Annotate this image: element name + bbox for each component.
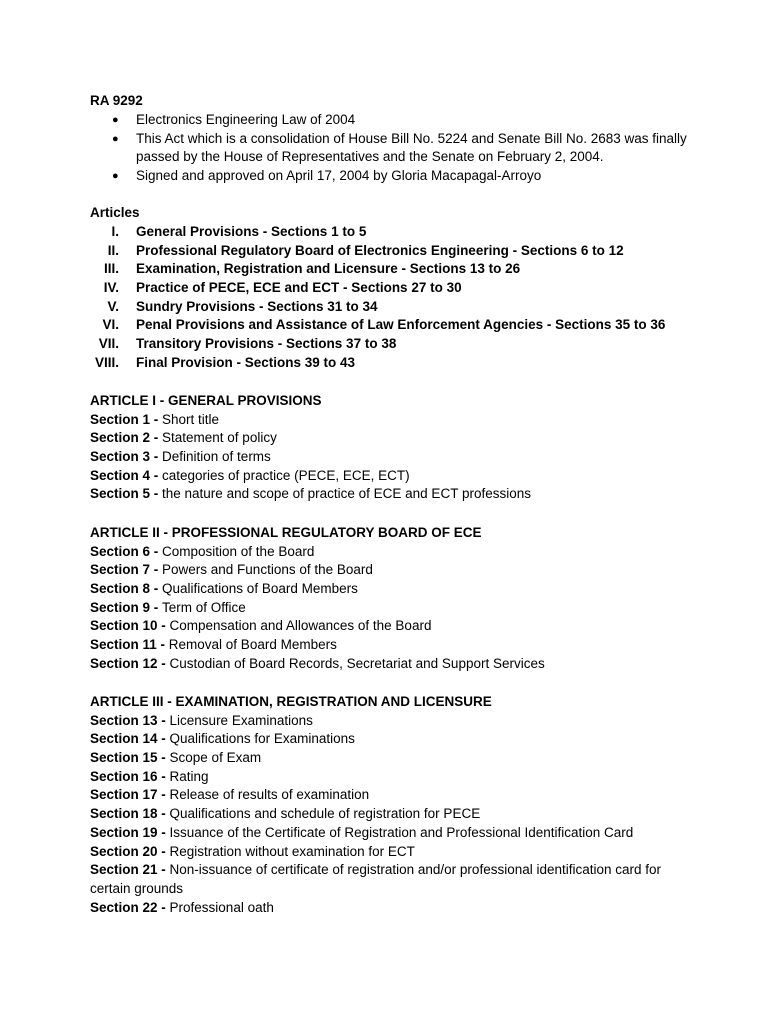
list-item xyxy=(90,655,730,674)
list-item xyxy=(90,467,730,486)
list-item xyxy=(90,824,730,843)
article-number: VI. xyxy=(102,317,119,333)
section-label: Section 6 - xyxy=(90,543,163,559)
list-item xyxy=(86,335,726,354)
section-text: Powers and Functions of the Board xyxy=(162,562,373,578)
section-text: Registration without examination for ECT xyxy=(169,843,415,859)
section-label: Section 3 - xyxy=(90,449,163,465)
list-item xyxy=(90,411,730,430)
list-item xyxy=(90,861,690,898)
section-text: Rating xyxy=(169,768,209,784)
section-label: Section 4 - xyxy=(90,467,163,483)
article-text: Sundry Provisions - Sections 31 to 34 xyxy=(136,298,378,314)
section-label: Section 19 - xyxy=(90,824,170,840)
section-text: Licensure Examinations xyxy=(169,712,313,728)
section-text: the nature and scope of practice of ECE and ECT professions xyxy=(162,486,531,502)
list-item xyxy=(86,279,726,298)
section-label: Section 16 - xyxy=(90,768,170,784)
list-item xyxy=(90,167,690,186)
list-item xyxy=(90,561,730,580)
list-item xyxy=(90,130,690,167)
section-text: Term of Office xyxy=(162,599,246,615)
list-item xyxy=(90,429,730,448)
section-label: Section 13 - xyxy=(90,712,170,728)
section-label: Section 10 - xyxy=(90,618,170,634)
article-number: III. xyxy=(103,261,119,277)
article-heading: ARTICLE II - PROFESSIONAL REGULATORY BOARD OF ECE xyxy=(90,525,482,540)
list-item xyxy=(90,899,730,918)
section-text: Release of results of examination xyxy=(169,787,370,803)
list-item xyxy=(90,805,730,824)
section-text: categories of practice (PECE, ECE, ECT) xyxy=(162,467,410,483)
article-1-section xyxy=(90,392,730,504)
article-number: II. xyxy=(107,242,119,258)
article-text: Examination, Registration and Licensure - Sections 13 to 26 xyxy=(136,261,521,277)
list-item xyxy=(86,316,726,335)
article-heading: ARTICLE I - GENERAL PROVISIONS xyxy=(90,393,322,408)
list-item xyxy=(90,786,730,805)
list-item xyxy=(90,111,690,130)
bullet-icon: ● xyxy=(112,170,119,183)
section-label: Section 2 - xyxy=(90,430,163,446)
list-item xyxy=(86,223,726,242)
list-item xyxy=(90,617,730,636)
article-text: Professional Regulatory Board of Electronics Engineering - Sections 6 to 12 xyxy=(136,242,624,258)
section-label: Section 14 - xyxy=(90,731,170,747)
article-text: General Provisions - Sections 1 to 5 xyxy=(136,224,367,239)
doc-title: RA 9292 xyxy=(90,93,143,108)
list-item xyxy=(90,730,730,749)
list-item xyxy=(90,448,730,467)
section-text: Compensation and Allowances of the Board xyxy=(169,618,432,634)
section-text: Qualifications for Examinations xyxy=(169,731,355,747)
article-number: IV. xyxy=(103,280,119,296)
list-item xyxy=(86,260,726,279)
bullet-icon: ● xyxy=(112,132,119,145)
list-item xyxy=(86,242,726,261)
list-item xyxy=(86,354,726,373)
section-label: Section 11 - xyxy=(90,637,169,653)
section-label: Section 5 - xyxy=(90,486,163,502)
articles-list xyxy=(86,223,726,373)
list-item xyxy=(90,580,730,599)
section-text: Qualifications of Board Members xyxy=(162,581,358,597)
section-label: Section 22 - xyxy=(90,899,170,915)
section-label: Section 18 - xyxy=(90,806,170,822)
section-text: Custodian of Board Records, Secretariat and Support Services xyxy=(169,655,545,671)
list-item xyxy=(90,749,730,768)
articles-heading: Articles xyxy=(90,205,140,220)
list-item xyxy=(90,485,730,504)
section-text: Statement of policy xyxy=(162,430,277,446)
list-item xyxy=(90,843,730,862)
list-item xyxy=(90,712,730,731)
section-label: Section 9 - xyxy=(90,599,163,615)
section-text: Composition of the Board xyxy=(162,543,315,559)
article-number: VIII. xyxy=(94,354,119,370)
list-item xyxy=(90,768,730,787)
intro-bullet-list xyxy=(90,111,690,186)
section-label: Section 8 - xyxy=(90,581,163,597)
section-text: Scope of Exam xyxy=(169,750,262,766)
section-label: Section 17 - xyxy=(90,787,170,803)
section-label: Section 1 - xyxy=(90,411,163,427)
article-2-section xyxy=(90,524,730,674)
section-label: Section 20 - xyxy=(90,843,170,859)
list-item xyxy=(90,543,730,562)
list-item xyxy=(90,636,730,655)
list-item xyxy=(86,298,726,317)
article-heading: ARTICLE III - EXAMINATION, REGISTRATION AND LICENSURE xyxy=(90,694,492,709)
section-text: Issuance of the Certificate of Registration and Professional Identification Card xyxy=(169,824,634,840)
article-3-section xyxy=(90,693,730,917)
section-label: Section 21 - xyxy=(90,862,170,878)
article-number: V. xyxy=(107,298,119,314)
section-label: Section 15 - xyxy=(90,750,170,766)
section-text: Non-issuance of certificate of registration and/or professional identification card for certain grounds xyxy=(90,862,662,896)
list-item xyxy=(90,599,730,618)
article-text: Penal Provisions and Assistance of Law Enforcement Agencies - Sections 35 to 36 xyxy=(136,317,666,333)
bullet-text: Electronics Engineering Law of 2004 xyxy=(136,112,356,127)
article-number: I. xyxy=(111,224,119,239)
article-text: Transitory Provisions - Sections 37 to 38 xyxy=(136,336,397,352)
section-text: Professional oath xyxy=(169,899,274,915)
section-label: Section 12 - xyxy=(90,655,170,671)
section-text: Short title xyxy=(162,411,220,427)
bullet-icon: ● xyxy=(112,114,119,126)
article-text: Final Provision - Sections 39 to 43 xyxy=(136,354,356,370)
section-label: Section 7 - xyxy=(90,562,163,578)
section-text: Removal of Board Members xyxy=(168,637,337,653)
article-text: Practice of PECE, ECE and ECT - Sections 27 to 30 xyxy=(136,280,462,296)
bullet-text: This Act which is a consolidation of House Bill No. 5224 and Senate Bill No. 2683 was finally passed by the House of Representatives and the Senate on February 2, 2004. xyxy=(136,130,687,165)
section-text: Definition of terms xyxy=(162,449,271,465)
bullet-text: Signed and approved on April 17, 2004 by Gloria Macapagal-Arroyo xyxy=(136,168,542,184)
article-number: VII. xyxy=(98,336,119,352)
section-text: Qualifications and schedule of registration for PECE xyxy=(169,806,481,822)
